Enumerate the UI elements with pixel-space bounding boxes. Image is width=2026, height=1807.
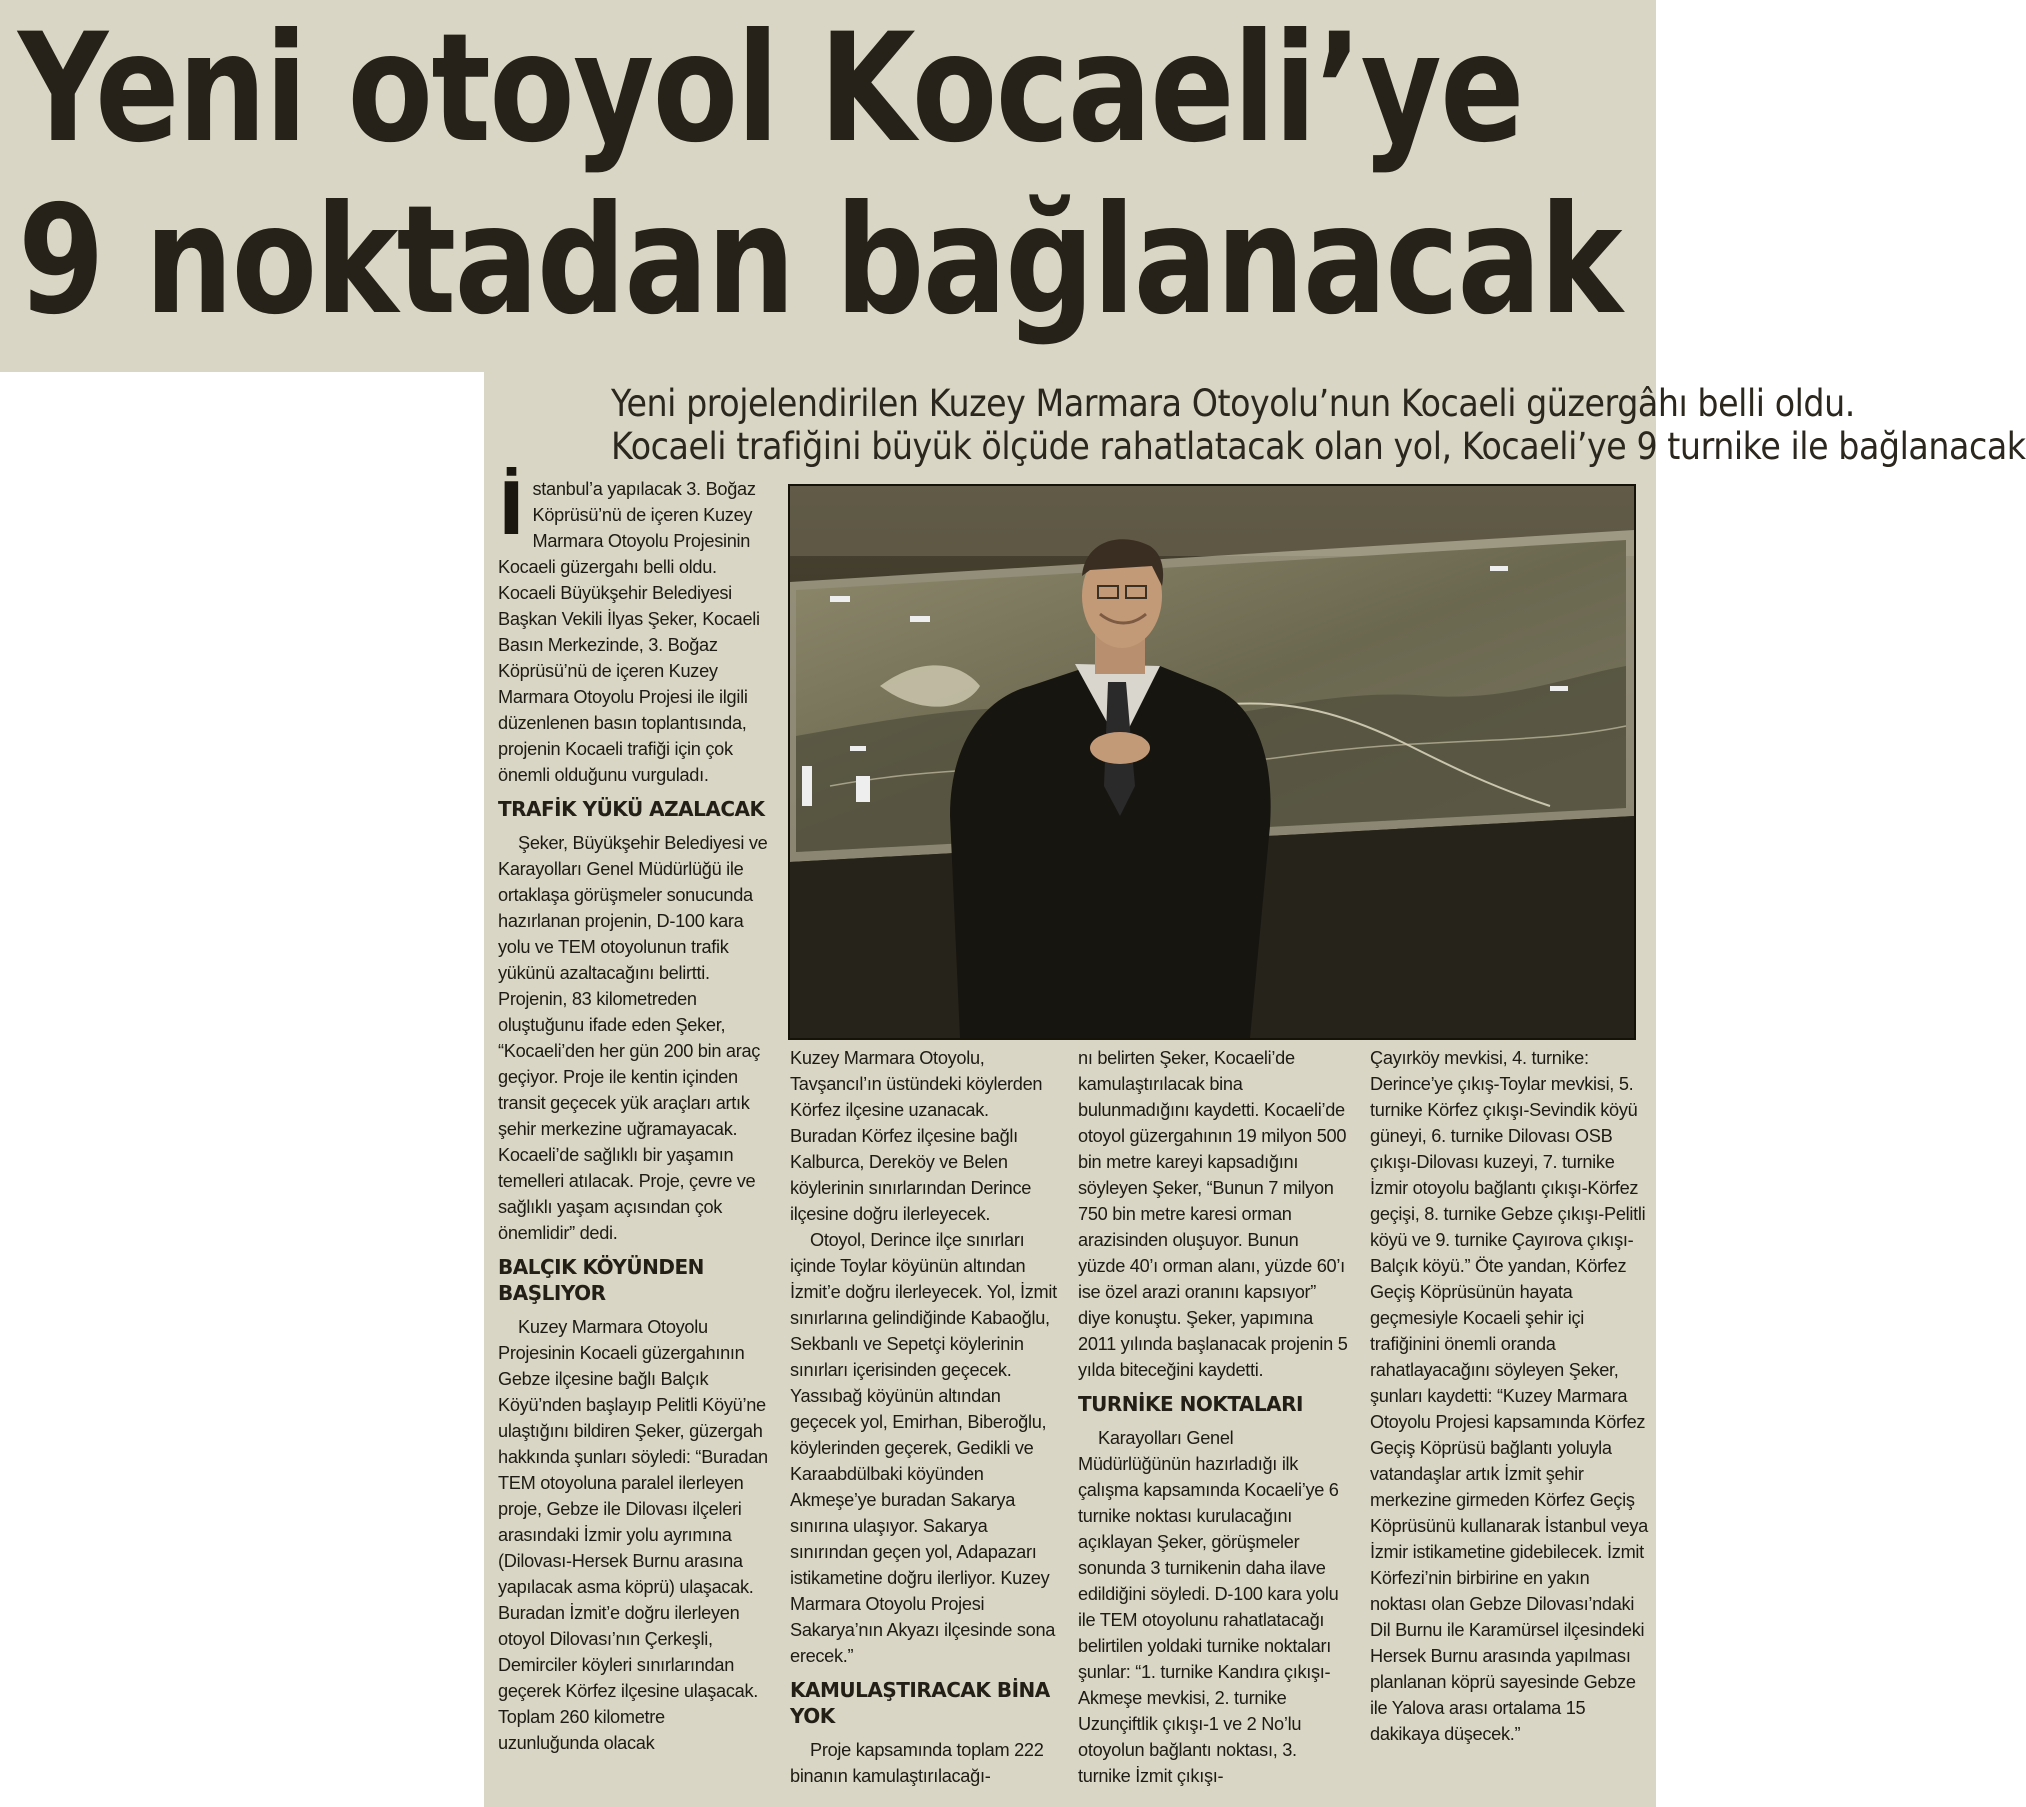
paragraph: Şeker, Büyükşehir Belediyesi ve Karayolları Genel Müdürlüğü ile ortaklaşa görüşmeler sonucunda hazırlanan projenin, D-100 kara yolu ve TEM otoyolunun trafik yükünü azaltacağını belirtti. Projenin, 83 kilometreden oluştuğunu ifade eden Şeker, “Kocaeli’den her gün 200 bin araç geçiyor. Proje ile kentin içinden transit geçecek yük araçları artık şehir merkezine uğramayacak. Kocaeli’de sağlıklı bir yaşamın temelleri atılacak. Proje, çevre ve sağlıklı yaşam açısından çok önemlidir” dedi. [498,833,768,1243]
headline-line-1: Yeni otoyol Kocaeli’ye [18,2,1523,176]
article-column-4 [1370,1045,1648,1747]
paragraph: Kuzey Marmara Otoyolu, Tavşancıl’ın üstündeki köylerden Körfez ilçesine uzanacak. Buradan Körfez ilçesine bağlı Kalburca, Dereköy ve Belen köylerinin sınırlarından Derince ilçesine doğru ilerleyecek. [790,1048,1043,1224]
article-column-1 [498,467,768,1756]
paragraph: nı belirten Şeker, Kocaeli’de kamulaştırılacak bina bulunmadığını kaydetti. Kocaeli’de otoyol güzergahının 19 milyon 500 bin metre kareyi kapsadığını söyleyen Şeker, “Bunun 7 milyon 750 bin metre karesi orman arazisinden oluşuyor. Bunun yüzde 40’ı orman alanı, yüzde 60’ı ise özel arazi oranını kapsıyor” diye konuştu. Şeker, yapımına 2011 yılında başlanacak projenin 5 yılda biteceğini kaydetti. [1078,1048,1348,1380]
paragraph: Çayırköy mevkisi, 4. turnike: Derince’ye çıkış-Toylar mevkisi, 5. turnike Körfez çıkışı-Sevindik köyü güneyi, 6. turnike Dilovası OSB çıkışı-Dilovası kuzeyi, 7. turnike İzmir otoyolu bağlantı çıkışı-Körfez geçişi, 8. turnike Gebze çıkışı-Pelitli köyü ve 9. turnike Çayırova çıkışı-Balçık köyü.” Öte yandan, Körfez Geçiş Köprüsünün hayata geçmesiyle Kocaeli şehir içi trafiğinini önemli oranda rahatlayacağını söyleyen Şeker, şunları kaydetti: “Kuzey Marmara Otoyolu Projesi kapsamında Körfez Geçiş Köprüsü bağlantı yoluyla vatandaşlar artık İzmit şehir merkezine girmeden Körfez Geçiş Köprüsünü kullanarak İstanbul veya İzmir istikametine gidebilecek. İzmit Körfezi’nin birbirine en yakın noktası olan Gebze Dilovası’ndaki Dil Burnu ile Karamürsel ilçesindeki Hersek Burnu arasında yapılması planlanan köprü sayesinde Gebze ile Yalova arası ortalama 15 dakikaya düşecek.” [1370,1048,1648,1744]
article-column-2 [790,1045,1060,1789]
paragraph: Karayolları Genel Müdürlüğünün hazırladığı ilk çalışma kapsamında Kocaeli’ye 6 turnike noktası kurulacağını açıklayan Şeker, görüşmeler sonunda 3 turnikenin daha ilave edildiğini söyledi. D-100 kara yolu ile TEM otoyolunu rahatlatacağı belirtilen yoldaki turnike noktaları şunlar: “1. turnike Kandıra çıkışı-Akmeşe mevkisi, 2. turnike Uzunçiftlik çıkışı-1 ve 2 No’lu otoyolun bağlantı noktası, 3. turnike İzmit çıkışı- [1078,1428,1339,1786]
headline-line-2: 9 noktadan bağlanacak [18,174,1621,348]
paragraph: Otoyol, Derince ilçe sınırları içinde Toylar köyünün altından İzmit’e doğru ilerleyecek. Yol, İzmit sınırlarına gelindiğinde Kabaoğlu, Sekbanlı ve Sepetçi köylerinin sınırları içerisinden geçecek. Yassıbağ köyünün altından geçecek yol, Emirhan, Biberoğlu, köylerinden geçerek, Gedikli ve Karaabdülbaki köyünden Akmeşe’ye buradan Sakarya sınırına ulaşıyor. Sakarya sınırından geçen yol, Adapazarı istikametine doğru ilerliyor. Kuzey Marmara Otoyolu Projesi Sakarya’nın Akyazı ilçesinde sona erecek.” [790,1230,1057,1666]
subheading-turnike: TURNİKE NOKTALARI [1078,1392,1303,1416]
article-photo [788,484,1636,1040]
subheading-trafik: TRAFİK YÜKÜ AZALACAK [498,797,765,821]
paragraph: Kuzey Marmara Otoyolu Projesinin Kocaeli güzergahının Gebze ilçesine bağlı Balçık Köyü’nden başlayıp Pelitli Köyü’ne ulaştığını bildiren Şeker, güzergah hakkında şunları söyledi: “Buradan TEM otoyoluna paralel ilerleyen proje, Gebze ile Dilovası ilçeleri arasındaki İzmir yolu ayrımına (Dilovası-Hersek Burnu arasına yapılacak asma köprü) ulaşacak. Buradan İzmit’e doğru ilerleyen otoyol Dilovası’nın Çerkeşli, Demirciler köyleri sınırlarından geçerek Körfez ilçesine ulaşacak. Toplam 260 kilometre uzunluğunda olacak [498,1317,768,1753]
subheading-balcik: BALÇIK KÖYÜNDEN BAŞLIYOR [498,1255,704,1305]
spot-line-1: Yeni projelendirilen Kuzey Marmara Otoyolu’nun Kocaeli güzergâhı belli oldu. [611,382,1855,425]
paragraph: Proje kapsamında toplam 222 binanın kamulaştırılacağı- [790,1740,1044,1786]
photo-illustration [790,486,1634,1038]
subheading-kamulastiracak: KAMULAŞTIRACAK BİNA YOK [790,1678,1050,1728]
lead-paragraph: stanbul’a yapılacak 3. Boğaz Köprüsü’nü de içeren Kuzey Marmara Otoyolu Projesinin Kocaeli güzergahı belli oldu. Kocaeli Büyükşehir Belediyesi Başkan Vekili İlyas Şeker, Kocaeli Basın Merkezinde, 3. Boğaz Köprüsü’nü de içeren Kuzey Marmara Otoyolu Projesi ile ilgili düzenlenen basın toplantısında, projenin Kocaeli trafiği için çok önemli olduğunu vurguladı. [498,479,760,785]
spot-line-2: Kocaeli trafiğini büyük ölçüde rahatlatacak olan yol, Kocaeli’ye 9 turnike ile bağlanacak [611,425,2026,468]
article-column-3 [1078,1045,1348,1789]
drop-cap: İ [498,467,525,551]
